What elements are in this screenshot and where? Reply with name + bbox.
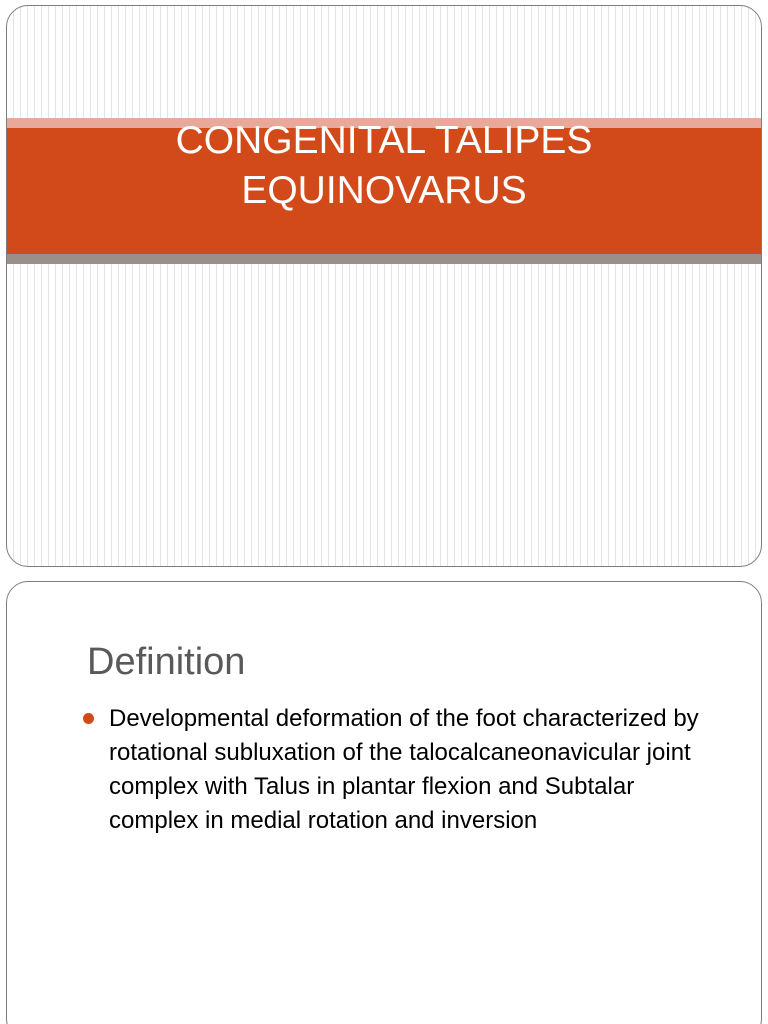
bullet-dot-icon [83,713,94,724]
title-band-shadow [7,254,761,264]
bullet-text: Developmental deformation of the foot characterized by rotational subluxation of the talocalcaneonavicular joint complex with Talus in plantar flexion and Subtalar complex in medial rotation and inversion [109,705,699,834]
title-slide [6,5,762,567]
definition-slide [6,581,762,1024]
slide-title-line-2: EQUINOVARUS [241,169,527,212]
slide-title-line-1: CONGENITAL TALIPES [175,119,593,162]
bullet-item [83,702,723,838]
bullet-list [83,702,723,838]
definition-heading: Definition [87,641,246,683]
slide-title [7,116,761,216]
